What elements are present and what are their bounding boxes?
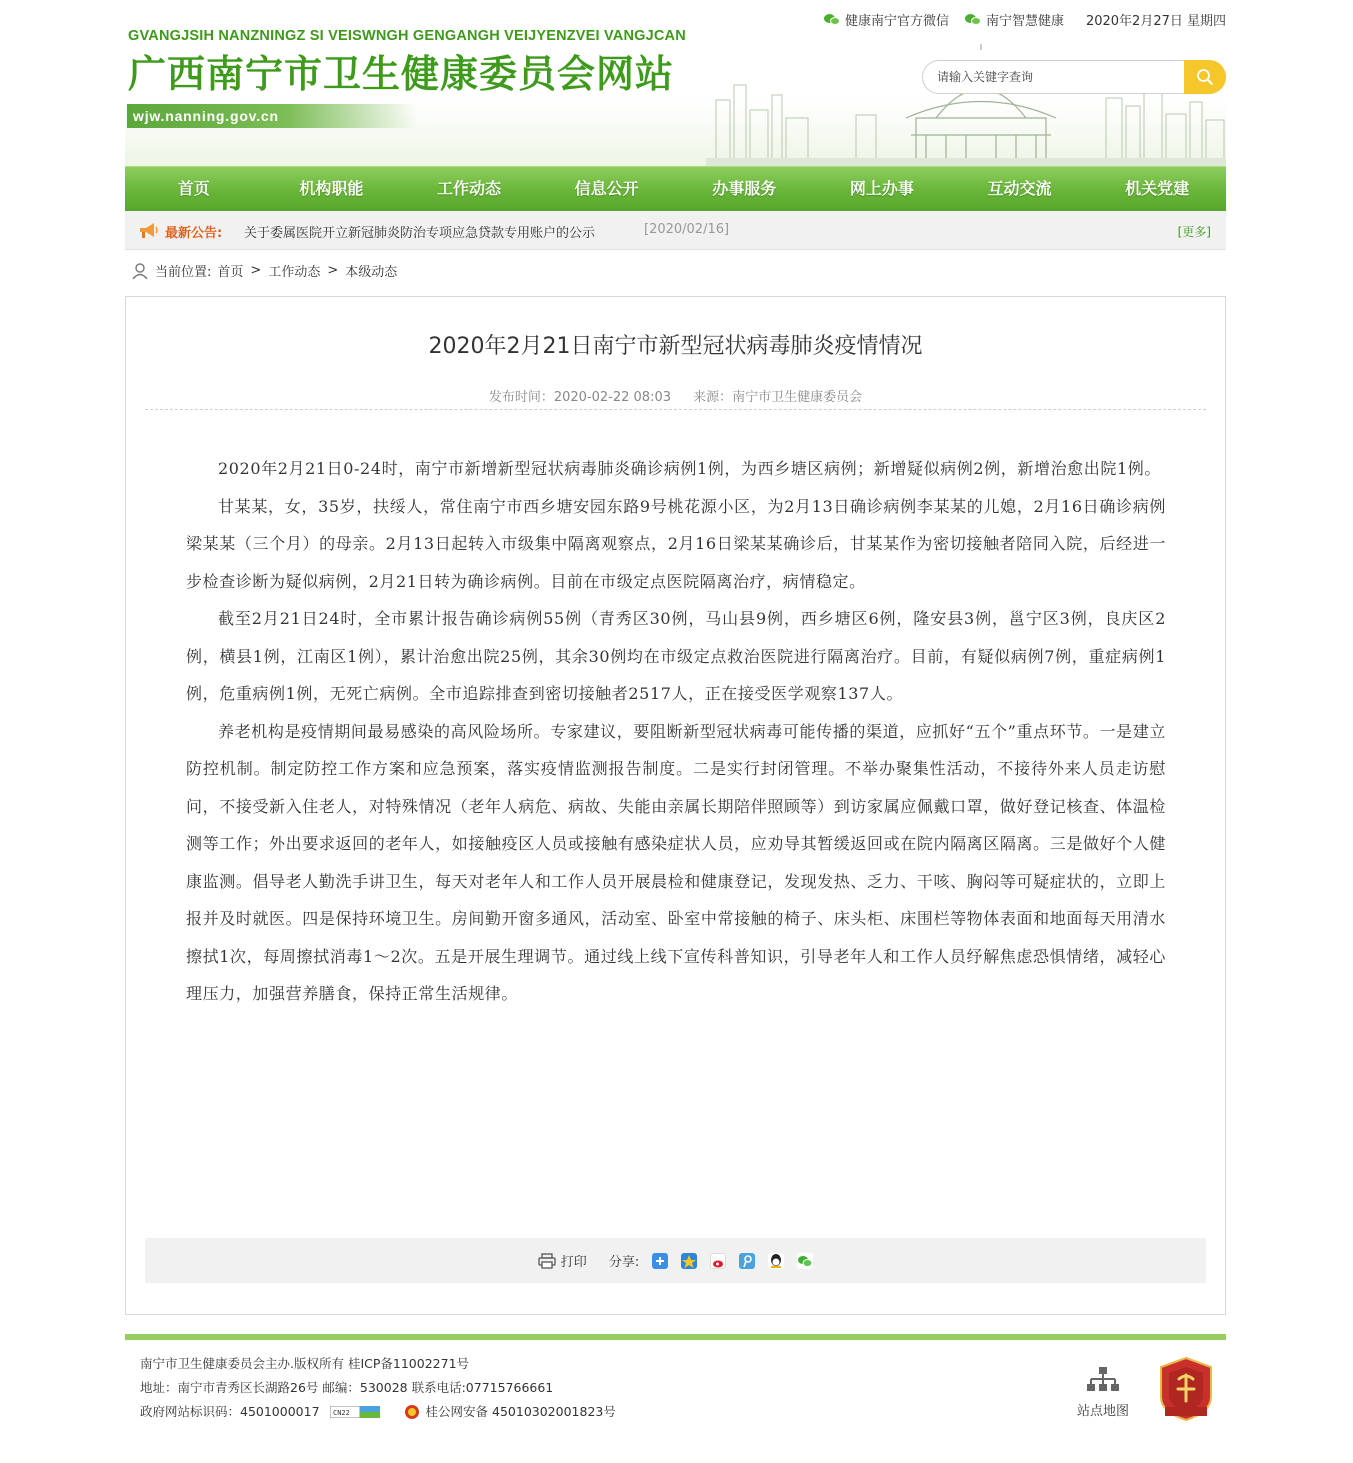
search-input[interactable] (937, 68, 1177, 86)
notice-more-link[interactable]: [更多] (1177, 225, 1211, 239)
article-paragraph: 截至2月21日24时，全市累计报告确诊病例55例（青秀区30例，马山县9例，西乡塘区6例，隆安县3例，邕宁区3例，良庆区2例，横县1例，江南区1例），累计治愈出院25例，其余30例均在市级定点救治医院进行隔离治疗。目前，有疑似病例7例，重症病例1例，危重病例1例，无死亡病例。全市追踪排查到密切接触者2517人，正在接受医学观察137人。 (186, 609, 1166, 703)
sitemap-link[interactable]: 站点地图 (1070, 1366, 1136, 1419)
megaphone-icon (137, 220, 159, 242)
location-person-icon (131, 262, 149, 280)
share-qzone-icon[interactable] (681, 1253, 697, 1269)
current-date: 2020年2月27日 星期四 (1085, 14, 1226, 29)
wechat-link-healthy-nanning[interactable]: 健康南宁官方微信 (824, 10, 949, 29)
gov-site-id-badge-icon (330, 1406, 380, 1418)
article-meta (126, 386, 1225, 405)
article-source: 来源：南宁市卫生健康委员会 (693, 390, 863, 405)
latest-notice-bar (125, 211, 1226, 250)
nav-services[interactable]: 办事服务 (712, 179, 777, 198)
article-paragraph: 2020年2月21日0-24时，南宁市新增新型冠状病毒肺炎确诊病例1例，为西乡塘区病例；新增疑似病例2例，新增治愈出院1例。 (218, 459, 1161, 478)
nav-interaction[interactable]: 互动交流 (987, 179, 1052, 198)
article-paragraph: 养老机构是疫情期间最易感染的高风险场所。专家建议，要阻断新型冠状病毒可能传播的渠道，应抓好“五个”重点环节。一是建立防控机制。制定防控工作方案和应急预案，落实疫情监测报告制度。二是实行封闭管理。不举办聚集性活动，不接待外来人员走访慰问，不接受新入住老人，对特殊情况（老年人病危、病故、失能由亲属长期陪伴照顾等）到访家属应佩戴口罩，做好登记核查、体温检测等工作；外出要求返回的老年人，如接触疫区人员或接触有感染症状人员，应劝导其暂缓返回或在院内隔离区隔离。三是做好个人健康监测。倡导老人勤洗手讲卫生，每天对老年人和工作人员开展晨检和健康登记，发现发热、乏力、干咳、胸闷等可疑症状的，立即上报并及时就医。四是保持环境卫生。房间勤开窗多通风，活动室、卧室中常接触的椅子、床头柜、床围栏等物体表面和地面每天用清水擦拭1次，每周擦拭消毒1～2次。五是开展生理调节。通过线上线下宣传科普知识，引导老年人和工作人员纾解焦虑恐惧情绪，减轻心理压力，加强营养膳食，保持正常生活规律。 (186, 721, 1166, 1003)
party-government-logo[interactable] (1159, 1357, 1213, 1421)
nav-work-news[interactable]: 工作动态 (437, 179, 502, 198)
police-badge-icon (404, 1404, 420, 1420)
article-title: 2020年2月21日南宁市新型冠状病毒肺炎疫情情况 (428, 334, 923, 359)
search-box (922, 60, 1226, 94)
share-more-icon[interactable] (652, 1253, 668, 1269)
breadcrumb-separator: > (327, 263, 339, 278)
wechat-icon (824, 13, 840, 26)
wechat-icon (965, 13, 981, 26)
main-nav (125, 166, 1226, 211)
divider (145, 409, 1206, 410)
article-body (186, 450, 1166, 1013)
footer-address: 地址：南宁市青秀区长湖路26号 邮编：530028 联系电话:07715766661 (140, 1380, 554, 1395)
site-header (125, 0, 1226, 166)
notice-label: 最新公告: (165, 226, 223, 241)
sitemap-icon (1086, 1366, 1120, 1396)
nav-organization[interactable]: 机构职能 (299, 179, 364, 198)
print-button[interactable]: 打印 (538, 1251, 587, 1270)
site-footer (140, 1352, 616, 1424)
breadcrumb-work-news[interactable]: 工作动态 (268, 265, 321, 280)
breadcrumb-home[interactable]: 首页 (217, 265, 244, 280)
top-links (824, 10, 1226, 29)
site-pinyin-name: GVANGJSIH NANZNINGZ SI VEISWNGH GENGANGH VEIJYENZVEI VANGJCAN (128, 28, 686, 44)
share-bar (145, 1238, 1206, 1283)
share-weibo-icon[interactable] (710, 1253, 726, 1269)
svg-text:CN22: CN22 (332, 1409, 350, 1417)
notice-link[interactable]: 关于委属医院开立新冠肺炎防治专项应急贷款专用账户的公示 (244, 226, 596, 241)
nav-party-building[interactable]: 机关党建 (1125, 179, 1190, 198)
site-name-logo: 广西南宁市卫生健康委员会网站 (128, 52, 675, 96)
nav-online-services[interactable]: 网上办事 (849, 179, 914, 198)
search-icon (1196, 68, 1214, 86)
footer-copyright: 南宁市卫生健康委员会主办.版权所有 桂ICP备11002271号 (140, 1356, 470, 1371)
wechat-link-smart-health[interactable]: 南宁智慧健康 (965, 10, 1064, 29)
search-button[interactable] (1184, 60, 1226, 94)
footer-divider (125, 1334, 1226, 1340)
breadcrumb-separator: > (250, 263, 262, 278)
article-container (125, 296, 1226, 1315)
share-label: 分享: (608, 1255, 640, 1270)
breadcrumb-current[interactable]: 本级动态 (345, 265, 398, 280)
city-skyline-banner (706, 40, 1226, 166)
article-paragraph: 甘某某，女，35岁，扶绥人，常住南宁市西乡塘安园东路9号桃花源小区，为2月13日确诊病例李某某的儿媳，2月16日确诊病例梁某某（三个月）的母亲。2月13日起转入市级集中隔离观察点，2月16日梁某某确诊后，甘某某作为密切接触者陪同入院，后经进一步检查诊断为疑似病例，2月21日转为确诊病例。目前在市级定点医院隔离治疗，病情稳定。 (186, 496, 1166, 591)
site-url: wjw.nanning.gov.cn (127, 104, 417, 128)
share-wechat-icon[interactable] (797, 1253, 813, 1269)
share-qq-icon[interactable] (768, 1253, 784, 1269)
nav-home[interactable]: 首页 (177, 179, 210, 198)
nav-info-disclosure[interactable]: 信息公开 (574, 179, 639, 198)
police-record[interactable]: 桂公网安备 45010302001823号 (425, 1404, 616, 1419)
publish-time: 发布时间：2020-02-22 08:03 (488, 390, 671, 405)
printer-icon (538, 1253, 556, 1269)
breadcrumb (131, 261, 397, 280)
notice-date: [2020/02/16] (644, 222, 730, 237)
share-tencent-weibo-icon[interactable] (739, 1253, 755, 1269)
gov-site-id: 政府网站标识码：4501000017 (140, 1404, 320, 1419)
breadcrumb-label: 当前位置: (155, 265, 212, 280)
